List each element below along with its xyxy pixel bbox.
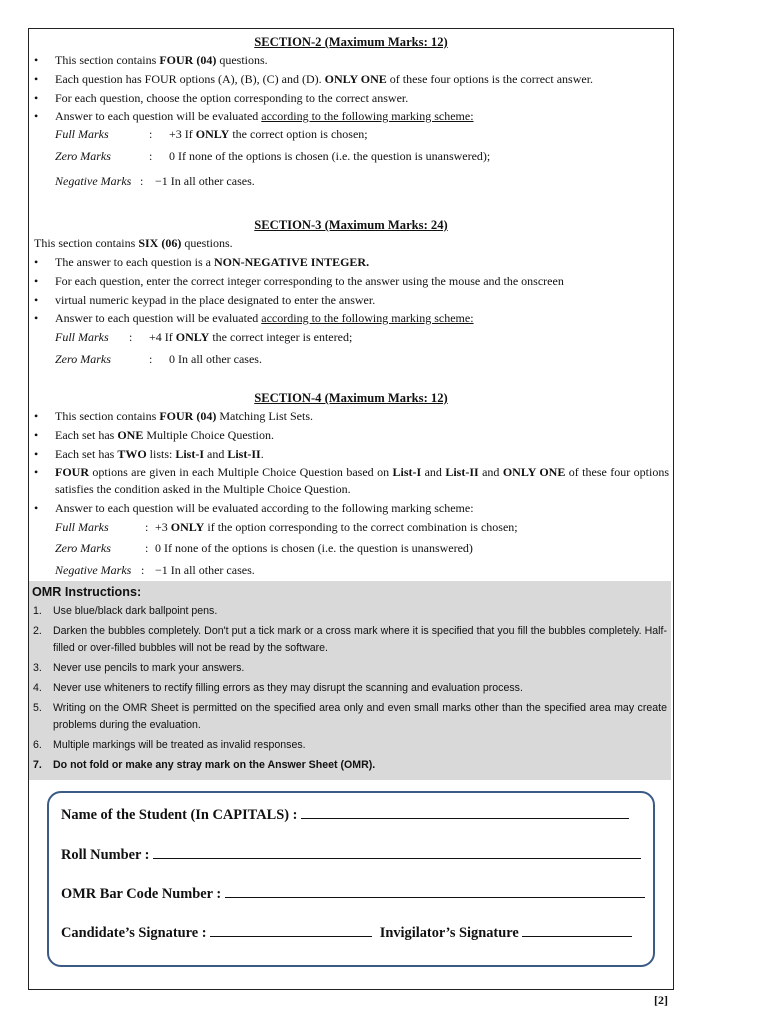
section-3-bullet-3: • virtual numeric keypad in the place designated to enter the answer. [33, 291, 669, 310]
omr-barcode-field[interactable] [61, 886, 645, 903]
section-3-bullet-1: • The answer to each question is a NON-NEGATIVE INTEGER. [33, 253, 669, 272]
omr-item: 1. Use blue/black dark ballpoint pens. [33, 605, 218, 617]
signature-row [61, 925, 632, 942]
omr-item: 5. Writing on the OMR Sheet is permitted on the specified area only and even small marks other than the specified area may create problems during the evaluation. [33, 702, 667, 731]
omr-instructions-title: OMR Instructions: [32, 585, 142, 599]
section-2-negative-marks: Negative Marks : −1 In all other cases. [55, 174, 255, 188]
student-details-box [47, 791, 655, 967]
roll-number-label: Roll Number : [61, 847, 150, 863]
section-2-full-marks: Full Marks : +3 If ONLY the correct option is chosen; [55, 127, 368, 141]
omr-item: 6. Multiple markings will be treated as invalid responses. [33, 739, 306, 751]
candidate-signature-label: Candidate’s Signature : [61, 925, 207, 941]
section-2-zero-marks: Zero Marks : 0 If none of the options is chosen (i.e. the question is unanswered); [55, 149, 491, 163]
section-2-bullet-3: • For each question, choose the option corresponding to the correct answer. [33, 89, 669, 108]
omr-barcode-label: OMR Bar Code Number : [61, 886, 222, 902]
section-4-title: SECTION-4 (Maximum Marks: 12) [254, 391, 448, 405]
omr-item: 2. Darken the bubbles completely. Don't put a tick mark or a cross mark where it is specified that you fill the bubbles completely. Half-filled or over-filled bubbles will not be read by the software. [33, 625, 667, 654]
section-3-full-marks: Full Marks : +4 If ONLY the correct integer is entered; [55, 330, 353, 344]
section-3-bullet-4: • Answer to each question will be evaluated according to the following marking scheme: [33, 310, 669, 327]
section-2-bullet-4: • Answer to each question will be evaluated according to the following marking scheme: [33, 108, 669, 125]
section-2-title: SECTION-2 (Maximum Marks: 12) [254, 35, 448, 49]
section-3-intro: This section contains SIX (06) questions. [34, 236, 233, 250]
page-number: [2] [654, 993, 668, 1007]
section-2-bullet-1: • This section contains FOUR (04) questions. [33, 51, 669, 70]
instructions-body [33, 31, 669, 780]
omr-barcode-blank[interactable] [225, 887, 645, 898]
omr-item: 3. Never use pencils to mark your answers. [33, 662, 245, 674]
section-4-full-marks: Full Marks : +3 ONLY if the option corresponding to the correct combination is chosen; [55, 520, 518, 534]
roll-number-blank[interactable] [153, 848, 641, 859]
page-frame [28, 28, 674, 990]
section-4-zero-marks: Zero Marks : 0 If none of the options is chosen (i.e. the question is unanswered) [55, 541, 473, 555]
section-3-zero-marks: Zero Marks : 0 In all other cases. [55, 352, 262, 366]
section-4-bullet-4: • FOUR options are given in each Multiple Choice Question based on List-I and List-II and ONLY ONE of these four options satisfies the condition asked in the Multiple Choice Question. [33, 464, 669, 500]
section-4-bullet-3: • Each set has TWO lists: List-I and List-II. [33, 445, 669, 464]
invigilator-signature-label: Invigilator’s Signature [379, 925, 519, 941]
roll-number-field[interactable] [61, 847, 641, 864]
student-name-blank[interactable] [301, 808, 629, 819]
invigilator-signature-blank[interactable] [522, 926, 632, 937]
section-4-bullet-2: • Each set has ONE Multiple Choice Question. [33, 426, 669, 445]
student-name-label: Name of the Student (In CAPITALS) : [61, 807, 298, 823]
section-3-bullet-2: • For each question, enter the correct integer corresponding to the answer using the mouse and the onscreen [33, 272, 669, 291]
candidate-signature-blank[interactable] [210, 926, 372, 937]
section-4-negative-marks: Negative Marks : −1 In all other cases. [55, 563, 255, 577]
omr-item: 4. Never use whiteners to rectify filling errors as they may disrupt the scanning and evaluation process. [33, 682, 523, 694]
section-3-title: SECTION-3 (Maximum Marks: 24) [254, 218, 448, 232]
section-4-bullet-1: • This section contains FOUR (04) Matching List Sets. [33, 407, 669, 426]
omr-instructions [29, 581, 671, 780]
omr-item: 7. Do not fold or make any stray mark on the Answer Sheet (OMR). [33, 759, 376, 771]
section-2-bullet-2: • Each question has FOUR options (A), (B), (C) and (D). ONLY ONE of these four options is the correct answer. [33, 70, 669, 89]
section-4-bullet-5: • Answer to each question will be evaluated according to the following marking scheme: [33, 500, 669, 517]
student-name-field[interactable] [61, 807, 629, 824]
